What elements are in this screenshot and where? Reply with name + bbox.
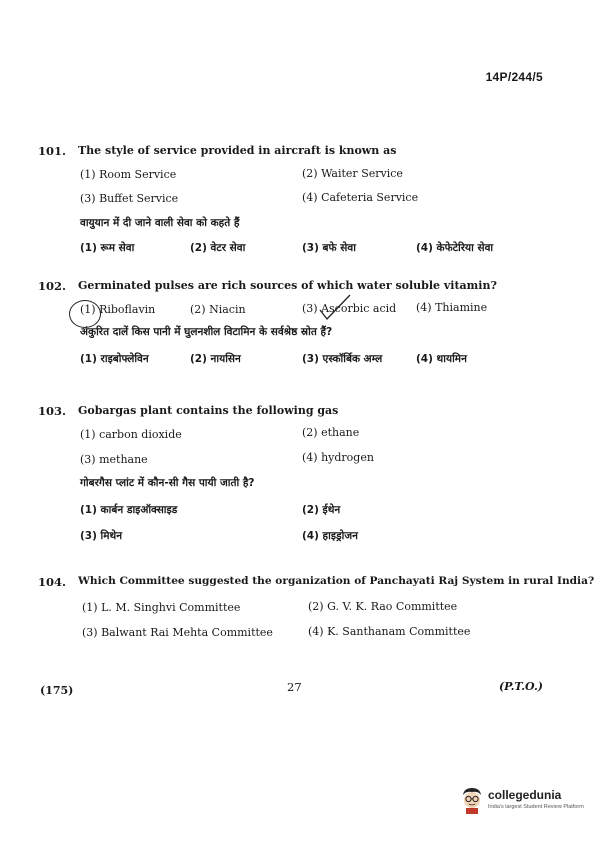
pto-label: (P.T.O.) [498,680,543,693]
option-2: (2) ethane [302,426,360,439]
option-4: (4) hydrogen [302,451,374,464]
question-text: Gobargas plant contains the following gas [78,404,339,417]
paper-code: 14P/244/5 [485,70,543,84]
question-text: Which Committee suggested the organization of Panchayati Raj System in rural India? [78,575,595,587]
option-3: (3) Balwant Rai Mehta Committee [82,626,273,639]
handwritten-circle-mark [69,300,101,328]
hindi-option-1: (1) रूम सेवा [80,242,135,254]
option-2: (2) Waiter Service [302,167,403,180]
brand-tagline: India's largest Student Review Platform [488,804,584,810]
hindi-question: अंकुरित दालें किस पानी में घुलनशील विटामिन के सर्वश्रेष्ठ स्रोत हैं? [80,326,333,338]
footer-code: (175) [40,684,74,697]
option-3: (3) Buffet Service [80,192,179,205]
hindi-option-3: (3) बफे सेवा [302,242,356,254]
option-1: (1) Room Service [80,168,177,181]
hindi-option-3: (3) एस्कॉर्बिक अम्ल [302,353,383,365]
handwritten-tick-mark [318,292,352,322]
option-3: (3) methane [80,453,148,466]
option-2: (2) G. V. K. Rao Committee [308,600,458,613]
hindi-option-1: (1) कार्बन डाइऑक्साइड [80,504,178,516]
hindi-question: गोबरगैस प्लांट में कौन-सी गैस पायी जाती है? [80,477,255,489]
hindi-option-2: (2) ईथेन [302,504,341,516]
option-1: (1) L. M. Singhvi Committee [82,601,241,614]
option-1: (1) carbon dioxide [80,428,182,441]
hindi-option-4: (4) थायमिन [416,353,467,365]
question-number: 104. [38,575,67,589]
question-number: 101. [38,144,67,158]
option-1: (1) Riboflavin [80,303,156,316]
brand-name: collegedunia [488,788,562,802]
hindi-question: वायुयान में दी जाने वाली सेवा को कहते हैं [80,217,240,229]
hindi-option-2: (2) नायसिन [190,353,241,365]
option-2: (2) Niacin [190,303,246,316]
option-4: (4) Cafeteria Service [302,191,419,204]
option-3: (3) Ascorbic acid [302,302,397,315]
hindi-option-3: (3) मिथेन [80,530,123,542]
hindi-option-4: (4) हाइड्रोजन [302,530,358,542]
hindi-option-2: (2) वेटर सेवा [190,242,246,254]
question-number: 102. [38,279,67,293]
option-4: (4) Thiamine [416,301,488,314]
watermark-logo [460,784,584,820]
page-number: 27 [287,680,302,694]
student-avatar-icon [460,786,484,814]
hindi-option-4: (4) केफेटेरिया सेवा [416,242,494,254]
question-text: Germinated pulses are rich sources of which water soluble vitamin? [78,279,497,292]
question-text: The style of service provided in aircraft is known as [78,144,397,157]
question-number: 103. [38,404,67,418]
hindi-option-1: (1) राइबोफ्लेविन [80,353,149,365]
option-4: (4) K. Santhanam Committee [308,625,471,638]
